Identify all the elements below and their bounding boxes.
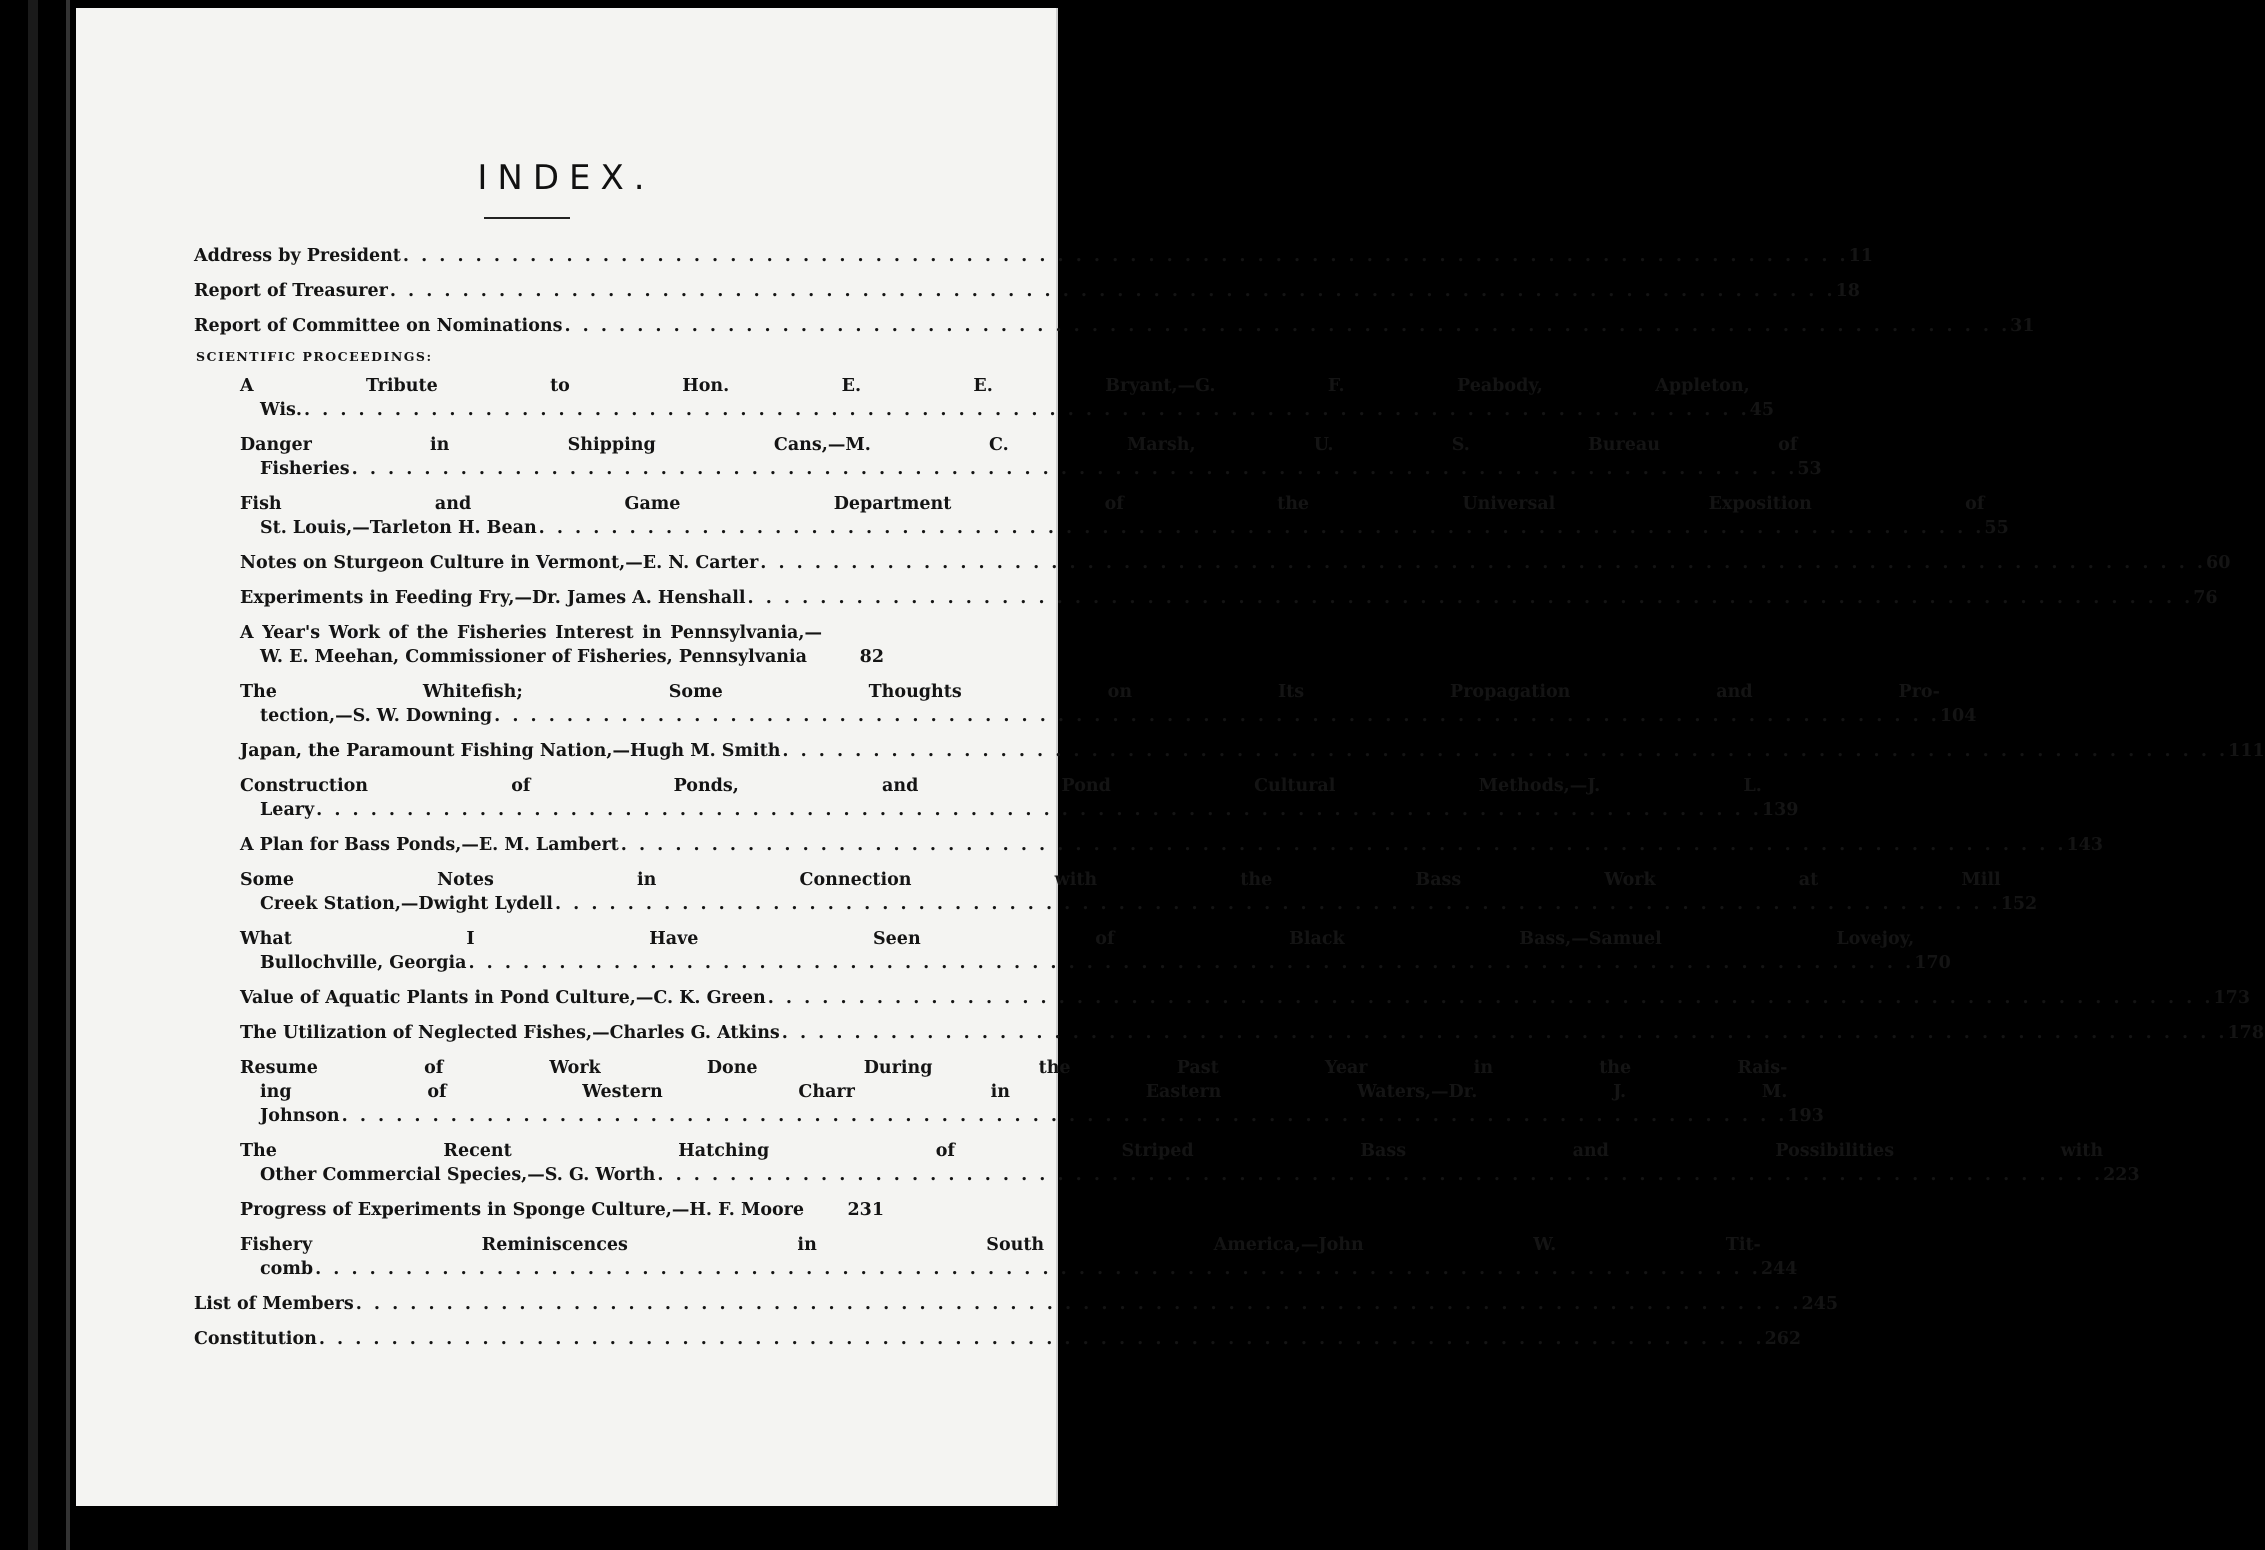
dot-leader: . . . . . . . . . . . . . . . . . . . . . . . . . . . . . . . . . . . . . . . . . . . . . . . . . . . . . . . . . . . . . . . . . . . . . . . . . . . . . . . . <box>316 800 1762 820</box>
toc-entry <box>194 433 1822 481</box>
toc-entry-title-line: Creek Station,—Dwight Lydell <box>260 894 553 914</box>
dot-leader: . . . . . . . . . . . . . . . . . . . . . . . . . . . . . . . . . . . . . . . . . . . . . . . . . . . . . . . . . . . . . . . . . . . . . . . . . . . . . . . . <box>315 1259 1761 1279</box>
toc-entry-page-number: 244 <box>1760 1259 1798 1279</box>
toc-entry-title-line: Danger in Shipping Cans,—M. C. Marsh, U. S. Bureau of <box>240 435 1798 455</box>
toc-entry-page-number: 45 <box>1749 400 1775 420</box>
toc-entry-title-line: Fishery Reminiscences in South America,—John W. Tit- <box>240 1235 1761 1255</box>
dot-leader: . . . . . . . . . . . . . . . . . . . . . . . . . . . . . . . . . . . . . . . . . . . . . . . . . . . . . . . . . . . . . . . . . . . . . . . . . . . . . . . . <box>494 706 1940 726</box>
book-spine-line <box>66 0 70 1550</box>
toc-entry-page-number: 173 <box>2213 988 2250 1008</box>
toc-entry <box>194 1056 1824 1128</box>
toc-entry-page-number: 76 <box>2193 588 2218 608</box>
toc-entry-page-number: 18 <box>1835 281 1860 301</box>
toc-entry <box>194 868 2038 916</box>
dot-leader: . . . . . . . . . . . . . . . . . . . . . . . . . . . . . . . . . . . . . . . . . . . . . . . . . . . . . . . . . . . . . . . . . . . . . . . . . . . . . . . . <box>389 281 1836 301</box>
dot-leader: . . . . . . . . . . . . . . . . . . . . . . . . . . . . . . . . . . . . . . . . . . . . . . . . . . . . . . . . . . . . . . . . . . . . . . . . . . . . . . . . <box>303 400 1750 420</box>
toc-entry-title-line: Japan, the Paramount Fishing Nation,—Hugh M. Smith <box>240 741 781 761</box>
toc-entry-title-line: tection,—S. W. Downing <box>260 706 493 726</box>
dot-leader: . . . . . . . . . . . . . . . . . . . . . . . . . . . . . . . . . . . . . . . . . . . . . . . . . . . . . . . . . . . . . . . . . . . . . . . . . . . . . . . . <box>318 1329 1765 1349</box>
toc-entry-title-line: Report of Treasurer <box>194 281 388 301</box>
toc-entry-title-line: W. E. Meehan, Commissioner of Fisheries, Pennsylvania <box>260 647 807 667</box>
toc-entry <box>194 279 1860 303</box>
toc-entry <box>194 927 1951 975</box>
toc-entry <box>194 739 2265 763</box>
page-title: INDEX. <box>477 158 655 198</box>
toc-entry-title-line: A Tribute to Hon. E. E. Bryant,—G. F. Peabody, Appleton, <box>240 376 1750 396</box>
toc-entry-page-number: 111 <box>2228 741 2265 761</box>
dot-leader: . . . . . . . . . . . . . . . . . . . . . . . . . . . . . . . . . . . . . . . . . . . . . . . . . . . . . . . . . . . . . . . . . . . . . . . . . . . . . . . . <box>351 459 1798 479</box>
dot-leader: . . . . . . . . . . . . . . . . . . . . . . . . . . . . . . . . . . . . . . . . . . . . . . . . . . . . . . . . . . . . . . . . . . . . . . . . . . . . . . . . <box>468 953 1915 973</box>
toc-entry-title-line: Fisheries <box>260 459 350 479</box>
toc-entry-title-line: St. Louis,—Tarleton H. Bean <box>260 518 537 538</box>
toc-entry-title-line: Constitution <box>194 1329 317 1349</box>
toc-entry-title-line: The Recent Hatching of Striped Bass and Possibilities with <box>240 1141 2104 1161</box>
dot-leader: . . . . . . . . . . . . . . . . . . . . . . . . . . . . . . . . . . . . . . . . . . . . . . . . . . . . . . . . . . . . . . . . . . . . . . . . . . . . . . . . <box>341 1106 1788 1126</box>
toc-entry <box>194 244 1873 268</box>
toc-entry-title-line: Wis. <box>260 400 302 420</box>
toc-entry <box>194 1327 1802 1351</box>
toc-entry <box>194 314 2035 338</box>
dot-leader: . . . . . . . . . . . . . . . . . . . . . . . . . . . . . . . . . . . . . . . . . . . . . . . . . . . . . . . . . . . . . . . . . . . . . . . . . . . . . . . . <box>782 741 2229 761</box>
toc-entry <box>194 1292 1838 1316</box>
toc-entry-page-number: 245 <box>1801 1294 1838 1314</box>
toc-entry-title-line: A Plan for Bass Ponds,—E. M. Lambert <box>240 835 619 855</box>
dot-leader: . . . . . . . . . . . . . . . . . . . . . . . . . . . . . . . . . . . . . . . . . . . . . . . . . . . . . . . . . . . . . . . . . . . . . . . . . . . . . . . . <box>355 1294 1802 1314</box>
table-of-contents <box>194 244 2265 1362</box>
toc-entry-title-line: Bullochville, Georgia <box>260 953 467 973</box>
dot-leader <box>807 645 822 669</box>
toc-entry-title-line: Progress of Experiments in Sponge Culture,—H. F. Moore <box>240 1200 805 1220</box>
toc-entry-title-line: Some Notes in Connection with the Bass Work at Mill <box>240 870 2001 890</box>
toc-entry-page-number: 152 <box>2000 894 2038 914</box>
dot-leader: . . . . . . . . . . . . . . . . . . . . . . . . . . . . . . . . . . . . . . . . . . . . . . . . . . . . . . . . . . . . . . . . . . . . . . . . . . . . . . . . <box>538 518 1985 538</box>
dot-leader: . . . . . . . . . . . . . . . . . . . . . . . . . . . . . . . . . . . . . . . . . . . . . . . . . . . . . . . . . . . . . . . . . . . . . . . . . . . . . . . . <box>402 246 1849 266</box>
toc-entry-page-number: 82 <box>859 647 884 667</box>
toc-entry <box>194 833 2104 857</box>
toc-entry-title-line: Address by President <box>194 246 401 266</box>
dot-leader: . . . . . . . . . . . . . . . . . . . . . . . . . . . . . . . . . . . . . . . . . . . . . . . . . . . . . . . . . . . . . . . . . . . . . . . . . . . . . . . . <box>620 835 2067 855</box>
dot-leader: . . . . . . . . . . . . . . . . . . . . . . . . . . . . . . . . . . . . . . . . . . . . . . . . . . . . . . . . . . . . . . . . . . . . . . . . . . . . . . . . <box>657 1165 2104 1185</box>
toc-entry-title-line: A Year's Work of the Fisheries Interest in Pennsylvania,— <box>240 623 822 643</box>
toc-entry-title-line: ing of Western Charr in Eastern Waters,—Dr. J. M. <box>260 1082 1788 1102</box>
toc-entry-page-number: 31 <box>2010 316 2035 336</box>
toc-entry <box>194 1198 884 1222</box>
toc-entry <box>194 1233 1798 1281</box>
toc-entry <box>194 1139 2140 1187</box>
toc-entry-page-number: 143 <box>2066 835 2104 855</box>
toc-entry-page-number: 170 <box>1914 953 1951 973</box>
section-heading-scientific-proceedings: SCIENTIFIC PROCEEDINGS: <box>196 349 433 364</box>
toc-entry-title-line: The Whitefish; Some Thoughts on Its Propagation and Pro- <box>240 682 1940 702</box>
toc-entry-title-line: Leary <box>260 800 315 820</box>
dot-leader: . . . . . . . . . . . . . . . . . . . . . . . . . . . . . . . . . . . . . . . . . . . . . . . . . . . . . . . . . . . . . . . . . . . . . . . . . . . . . . . . <box>760 553 2207 573</box>
dot-leader: . . . . . . . . . . . . . . . . . . . . . . . . . . . . . . . . . . . . . . . . . . . . . . . . . . . . . . . . . . . . . . . . . . . . . . . . . . . . . . . . <box>554 894 2001 914</box>
toc-entry-title-line: Resume of Work Done During the Past Year in the Rais- <box>240 1058 1788 1078</box>
toc-entry-page-number: 104 <box>1939 706 1977 726</box>
toc-entry <box>194 551 2231 575</box>
toc-entry-title-line: The Utilization of Neglected Fishes,—Charles G. Atkins <box>240 1023 780 1043</box>
toc-entry-page-number: 55 <box>1984 518 2009 538</box>
toc-entry <box>194 680 1977 728</box>
toc-entry-page-number: 139 <box>1761 800 1799 820</box>
toc-entry <box>194 586 2218 610</box>
toc-entry-page-number: 262 <box>1764 1329 1802 1349</box>
toc-entry-title-line: Report of Committee on Nominations <box>194 316 563 336</box>
toc-entry-title-line: Other Commercial Species,—S. G. Worth <box>260 1165 656 1185</box>
toc-entry-title-line: Construction of Ponds, and Pond Cultural Methods,—J. L. <box>240 776 1762 796</box>
dot-leader: . . . . . . . . . . . . . . . . . . . . . . . . . . . . . . . . . . . . . . . . . . . . . . . . . . . . . . . . . . . . . . . . . . . . . . . . . . . . . . . . <box>781 1023 2228 1043</box>
toc-entry-title-line: Experiments in Feeding Fry,—Dr. James A. Henshall <box>240 588 746 608</box>
toc-entry-page-number: 193 <box>1787 1106 1824 1126</box>
toc-entry <box>194 374 1775 422</box>
toc-entry-title-line: Value of Aquatic Plants in Pond Culture,—C. K. Green <box>240 988 766 1008</box>
toc-entry-title-line: List of Members <box>194 1294 354 1314</box>
title-rule <box>484 217 570 219</box>
dot-leader: . . . . . . . . . . . . . . . . . . . . . . . . . . . . . . . . . . . . . . . . . . . . . . . . . . . . . . . . . . . . . . . . . . . . . . . . . . . . . . . . <box>767 988 2214 1008</box>
book-spine-edge <box>28 0 38 1550</box>
toc-entry-title-line: Fish and Game Department of the Universal Exposition of <box>240 494 1985 514</box>
toc-entry-page-number: 11 <box>1848 246 1873 266</box>
toc-entry-title-line: Johnson <box>260 1106 340 1126</box>
toc-entry-title-line: Notes on Sturgeon Culture in Vermont,—E. N. Carter <box>240 553 759 573</box>
toc-entry-page-number: 223 <box>2103 1165 2140 1185</box>
toc-entry-page-number: 60 <box>2206 553 2231 573</box>
toc-entry <box>194 774 1799 822</box>
dot-leader: . . . . . . . . . . . . . . . . . . . . . . . . . . . . . . . . . . . . . . . . . . . . . . . . . . . . . . . . . . . . . . . . . . . . . . . . . . . . . . . . <box>564 316 2011 336</box>
toc-entry-page-number: 231 <box>847 1200 884 1220</box>
toc-entry <box>194 492 2009 540</box>
toc-entry-page-number: 53 <box>1797 459 1822 479</box>
toc-entry <box>194 1021 2265 1045</box>
toc-entry-title-line: What I Have Seen of Black Bass,—Samuel Lovejoy, <box>240 929 1915 949</box>
toc-entry <box>194 986 2250 1010</box>
dot-leader: . . . . . . . . . . . . . . . . . . . . . . . . . . . . . . . . . . . . . . . . . . . . . . . . . . . . . . . . . . . . . . . . . . . . . . . . . . . . . . . . <box>747 588 2194 608</box>
toc-entry-page-number: 178 <box>2227 1023 2265 1043</box>
dot-leader <box>804 1198 822 1222</box>
toc-entry-title-line: comb <box>260 1259 314 1279</box>
index-page <box>76 8 2265 1506</box>
toc-entry <box>194 621 884 669</box>
